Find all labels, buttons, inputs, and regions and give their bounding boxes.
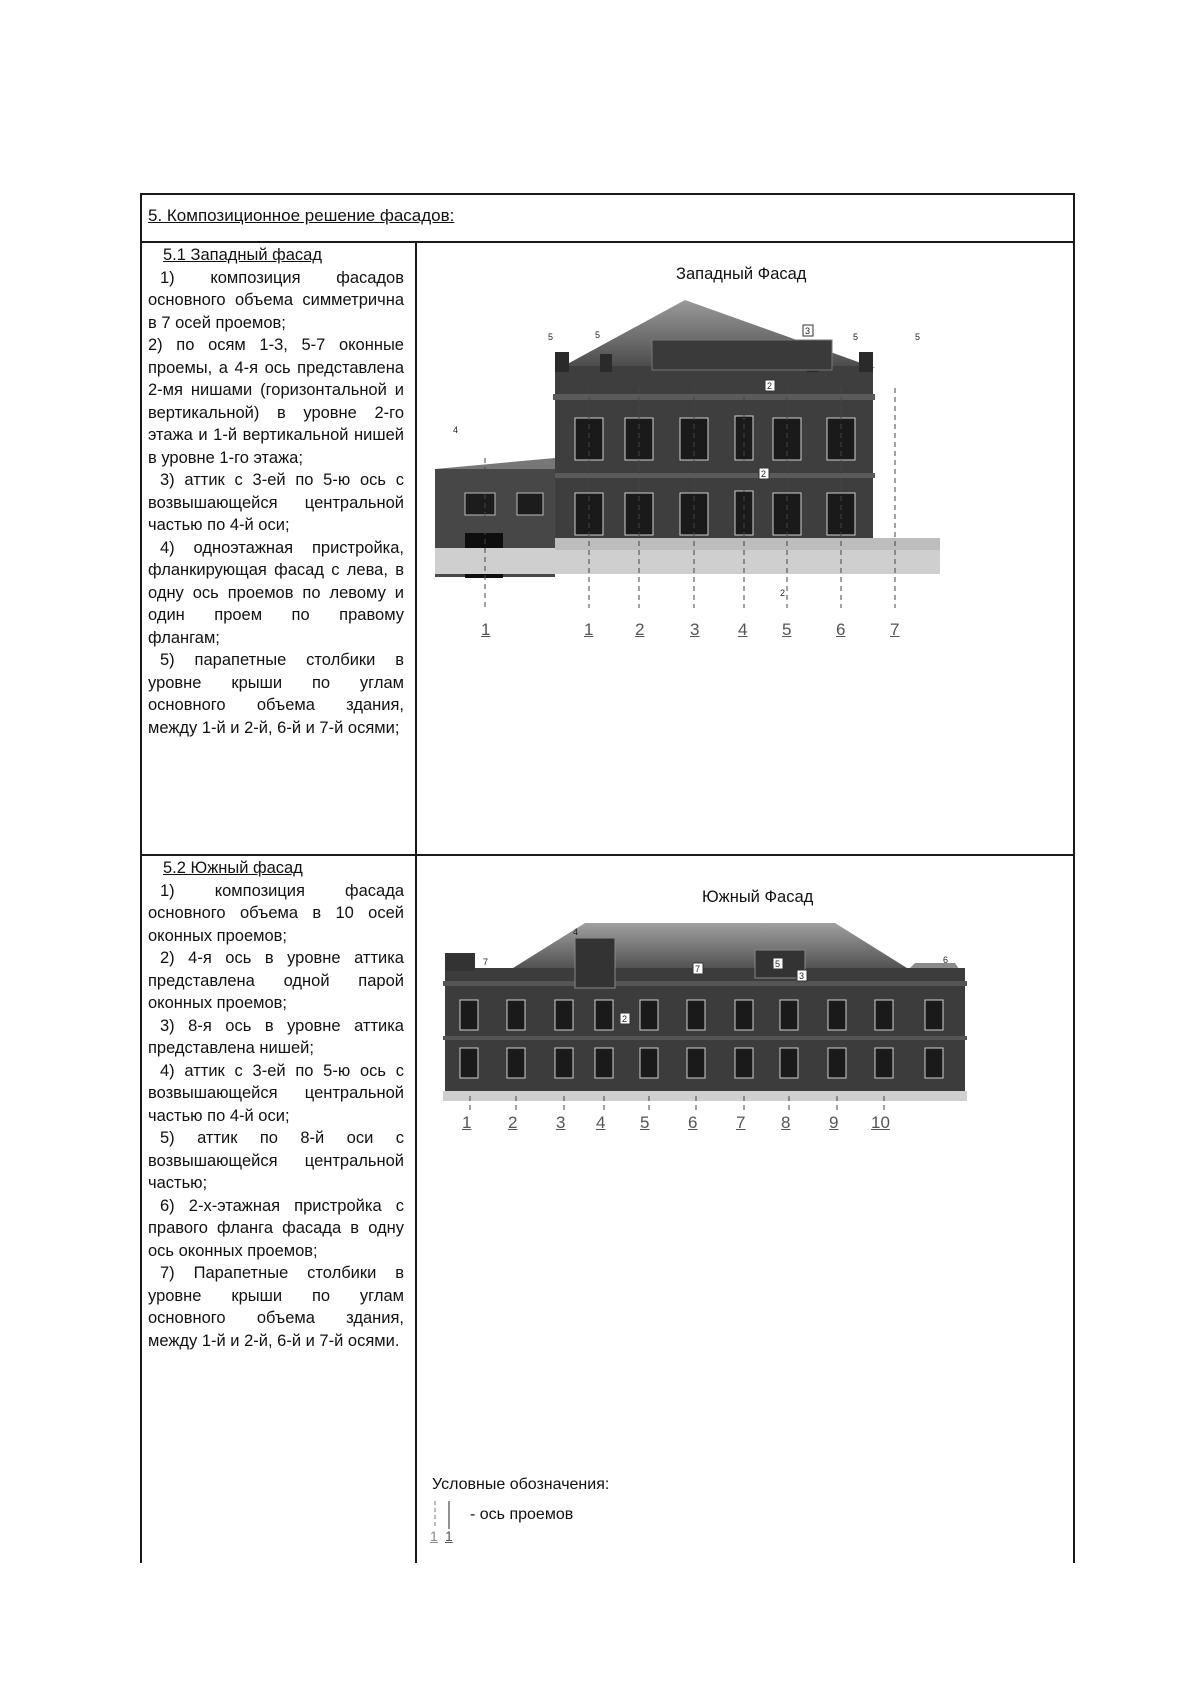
west-item: 1) композиция фасадов основного объема симметрична в 7 осей проемов; [148,268,404,332]
west-text-column [148,244,404,739]
west-item: 2) по осям 1-3, 5-7 оконные проемы, а 4-я ось представлена 2-мя нишами (горизонтальной и вертикальной) в уровне 2-го этажа и 1-й вертикальной нишей в уровне 1-го этажа; [148,336,404,467]
axis-label: 8 [781,1113,791,1132]
axis-label: 1 [481,620,491,639]
south-item: 7) Парапетные столбики в уровне крыши по углам основного объема здания, между 1-й и 2-й, 6-й и 7-й осями. [148,1264,404,1350]
axis-label: 2 [508,1113,518,1132]
axis-label: 5 [640,1113,650,1132]
svg-text:4: 4 [453,425,459,435]
west-heading: 5.1 Западный фасад [163,246,322,264]
legend-symbol-label: 1 [445,1528,453,1544]
south-heading: 5.2 Южный фасад [163,859,303,877]
table-rule-middle [140,854,1075,856]
west-facade-drawing [435,288,980,608]
svg-text:3: 3 [805,326,811,336]
axis-label: 4 [738,620,748,639]
svg-text:5: 5 [548,332,554,342]
svg-text:5: 5 [853,332,859,342]
south-item: 1) композиция фасада основного объема в 10 осей оконных проемов; [148,881,404,945]
south-item: 5) аттик по 8-й оси с возвышающейся центральной частью; [148,1129,404,1192]
svg-text:7: 7 [695,964,701,974]
axis-label: 9 [829,1113,839,1132]
svg-text:4: 4 [573,927,579,937]
axis-label: 5 [782,620,792,639]
svg-text:2: 2 [767,381,773,391]
table-rule-header [140,241,1075,243]
svg-text:6: 6 [943,955,949,965]
axis-label: 2 [635,620,645,639]
axis-label: 3 [690,620,700,639]
south-facade-drawing [435,908,1025,1113]
table-column-divider [415,241,417,1563]
svg-text:2: 2 [622,1014,628,1024]
axis-label: 1 [584,620,594,639]
svg-text:5: 5 [775,959,781,969]
south-item: 2) 4-я ось в уровне аттика представлена одной парой оконных проемов; [148,949,404,1012]
south-item: 6) 2-х-этажная пристройка с правого фланга фасада в одну ось оконных проемов; [148,1196,404,1260]
west-figure-title: Западный Фасад [676,265,807,283]
svg-text:5: 5 [595,330,601,340]
svg-text:5: 5 [915,332,921,342]
axis-label: 7 [890,620,900,639]
legend-symbol-label: 1 [430,1528,438,1544]
west-item: 3) аттик с 3-ей по 5-ю ось с возвышающейся центральной частью по 4-й оси; [148,471,404,534]
south-text-column [148,857,404,1352]
south-item: 4) аттик с 3-ей по 5-ю ось с возвышающейся центральной частью по 4-й оси; [148,1061,404,1125]
svg-text:3: 3 [799,971,805,981]
axis-label: 4 [596,1113,606,1132]
axis-label: 10 [871,1113,890,1132]
axis-label: 7 [736,1113,746,1132]
document-sheet [140,193,1075,1563]
svg-text:2: 2 [761,469,767,479]
west-item: 4) одноэтажная пристройка, фланкирующая фасад с лева, в одну ось проемов по левому и один проем по правому флангам; [148,538,404,647]
axis-label: 6 [688,1113,698,1132]
axis-label: 6 [836,620,846,639]
west-item: 5) парапетные столбики в уровне крыши по углам основного объема здания, между 1-й и 2-й, 6-й и 7-й осями; [148,651,404,737]
axis-label: 3 [556,1113,566,1132]
svg-text:2: 2 [780,588,786,598]
legend-text: - ось проемов [470,1506,574,1523]
legend-title: Условные обозначения: [432,1476,610,1493]
south-figure-title: Южный Фасад [702,888,814,906]
svg-text:7: 7 [483,957,489,967]
axis-label: 1 [462,1113,472,1132]
south-item: 3) 8-я ось в уровне аттика представлена нишей; [148,1016,404,1057]
section-title: 5. Композиционное решение фасадов: [148,206,455,225]
